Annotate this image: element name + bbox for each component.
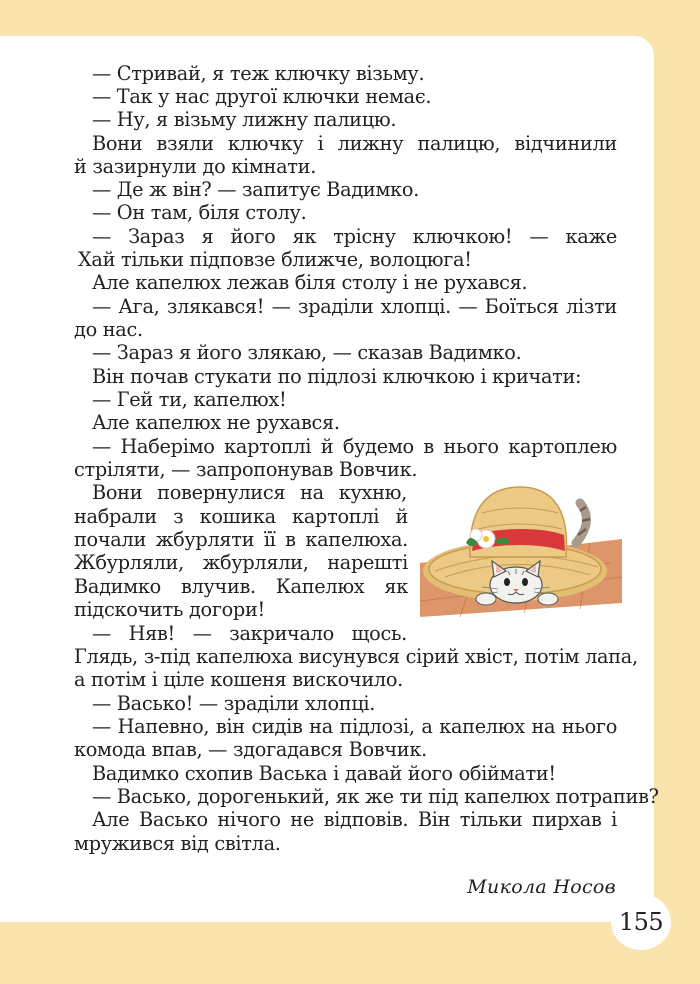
author-signature: Микола Носов [467,876,616,898]
page-number: 155 [618,908,664,936]
story-line: до нас. [74,318,143,341]
story-line: Але капелюх лежав біля столу і не рухався. [92,271,528,294]
story-line: й зазирнули до кімнати. [74,155,317,178]
story-line: — Васько! — зраділи хлопці. [92,692,376,715]
story-line: стріляти, — запропонував Вовчик. [74,458,418,481]
story-line: — Няв! — закричало щось. [92,622,407,645]
story-line: а потім і ціле кошеня вискочило. [74,668,403,691]
story-line: Глядь, з-під капелюха висунувся сірий хвіст, потім лапа, [74,645,638,668]
story-line: — Ну, я візьму лижну палицю. [92,108,397,131]
story-line: — Напевно, він сидів на підлозі, а капелюх на нього [92,715,617,738]
story-line: Хай тільки підповзе ближче, волоцюга! [78,248,472,271]
story-line: Вадимко схопив Васька і давай його обіймати! [92,762,556,785]
story-line: Але капелюх не рухався. [92,411,340,434]
story-line: Вони повернулися на кухню, [92,481,407,504]
story-line: підскочить догори! [74,598,265,621]
story-line: мружився від світла. [74,832,281,855]
story-line: — Стривай, я теж ключку візьму. [92,62,425,85]
story-line: Але Васько нічого не відповів. Він тільки пирхав і [92,808,617,831]
story-line: набрали з кошика картоплі й [74,505,408,528]
story-line: — Зараз я його як трісну ключкою! — каже [92,225,617,248]
cat-under-straw-hat-illustration [420,453,622,617]
story-line: — Он там, біля столу. [92,201,307,224]
story-line: — Гей ти, капелюх! [92,388,287,411]
page-number-badge [611,894,671,950]
story-line: — Васько, дорогенький, як же ти під капелюх потрапив? [92,785,659,808]
story-line: Вони взяли ключку і лижну палицю, відчинили [92,132,617,155]
story-line: — Ага, злякався! — зраділи хлопці. — Боїться лізти [92,295,617,318]
story-line: — Зараз я його злякаю, — сказав Вадимко. [92,341,522,364]
story-line: Він почав стукати по підлозі ключкою і кричати: [92,365,582,388]
story-line: почали жбурляти її в капелюха. [74,528,408,551]
story-line: — Де ж він? — запитує Вадимко. [92,178,420,201]
story-line: Жбурляли, жбурляли, нарешті [74,551,408,574]
story-line: Вадимко влучив. Капелюх як [74,575,408,598]
story-line: — Так у нас другої ключки немає. [92,85,432,108]
story-line: — Наберімо картоплі й будемо в нього картоплею [92,435,617,458]
story-line: комода впав, — здогадався Вовчик. [74,738,427,761]
